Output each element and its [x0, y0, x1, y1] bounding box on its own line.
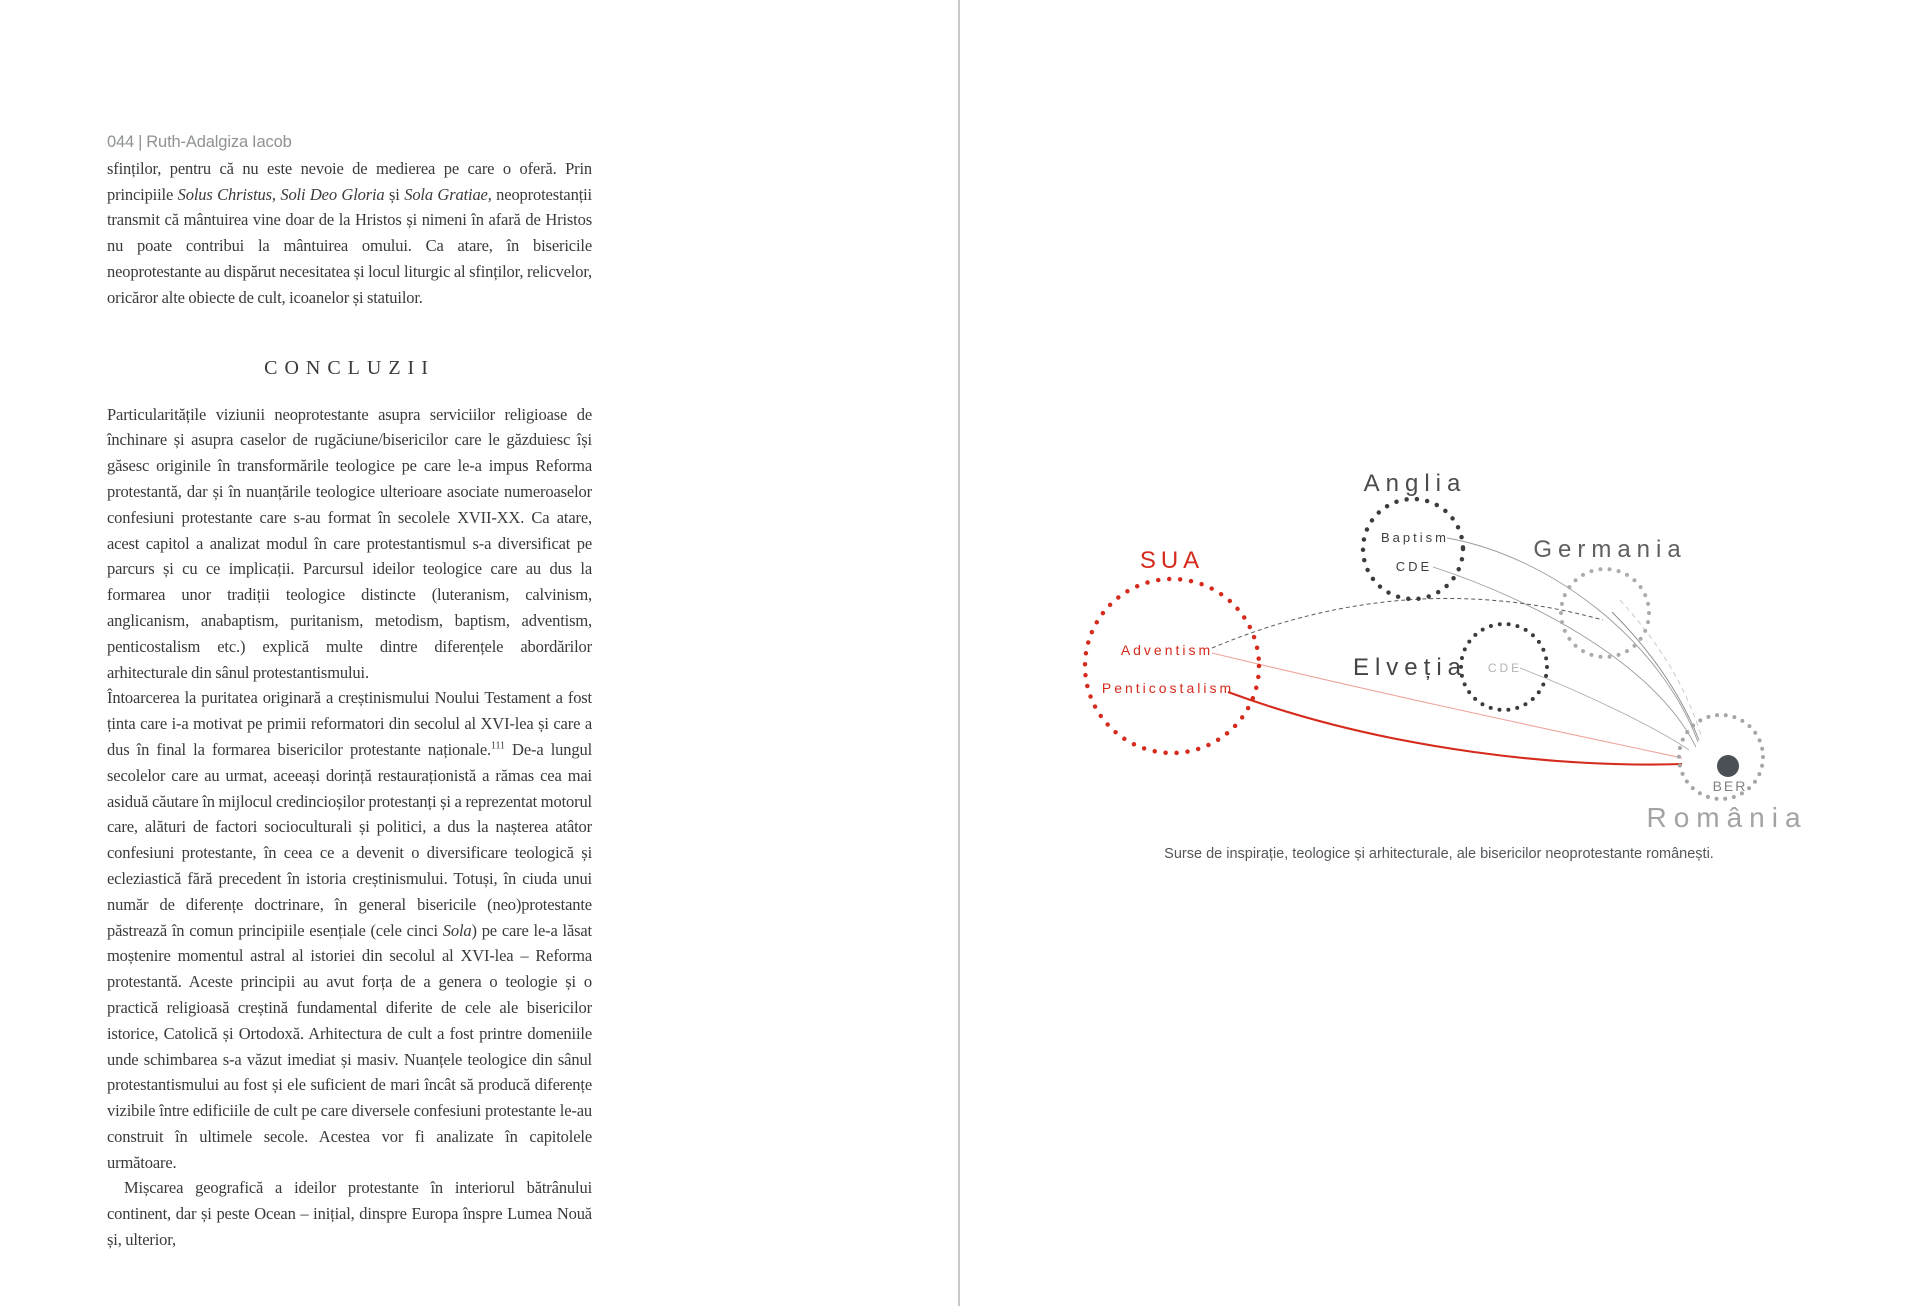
node-core-dot-romania — [1717, 755, 1739, 777]
node-label-elvetia: Elveția — [1352, 654, 1468, 681]
text-run: ) pe care le-a lăsat moștenire momentul astral al istoriei din secolul al XVI-lea – Reforma protestantă. Aceste principii au avut forța de a genera o teologie și o practică religioasă creștină fundamental diferite de cele ale bisericilor istorice, Catolică și Ortodoxă. Arhitectura de cult a fost printre domeniile unde schimbarea s-a văzut imediat și masiv. Nuanțele teologice din sânul protestantismului au fost și ele suficient de mari încât să producă diferențe vizibile între edificiile de cult pe care diversele confesiuni protestante le-au construit în ultimele secole. Acestea vor fi analizate în capitolele următoare. — [107, 920, 592, 1172]
node-inner-label-anglia-0: Baptism — [1381, 530, 1449, 545]
italic-term: Solus Christus — [177, 184, 272, 204]
node-label-germania: Germania — [1533, 536, 1687, 563]
edge-sua-adventism-to-germania — [1212, 598, 1603, 648]
edge-elvetia-cde-to-romania — [1520, 668, 1689, 750]
edge-sua-penticostalism-to-romania — [1228, 692, 1682, 765]
node-label-romania: România — [1646, 802, 1808, 833]
text-run: Mișcarea geografică a ideilor protestante în interiorul bătrânului continent, dar și peste Ocean – inițial, dinspre Europa înspre Lumea Nouă și, ulterior, — [107, 1178, 592, 1250]
node-inner-label-anglia-1: CDE — [1395, 559, 1433, 574]
text-run: neoprotestanții transmit că mântuirea vine doar de la Hristos și nimeni în afară de Hristos nu poate contribui la mântuirea omului. Ca atare, în bisericile neoprotestante au dispărut necesitatea și locul liturgic al sfinților, relicvelor, oricăror alte obiecte de cult, icoanelor și statuilor. — [107, 184, 592, 307]
paragraph — [107, 156, 592, 311]
running-header: 044 | Ruth-Adalgiza Iacob — [107, 133, 292, 151]
node-label-sua: SUA — [1139, 547, 1205, 574]
italic-term: Soli Deo Gloria — [280, 184, 385, 204]
paragraph — [107, 402, 592, 686]
section-heading: CONCLUZII — [264, 356, 435, 379]
paragraph — [107, 685, 592, 1175]
text-run: , — [271, 184, 281, 204]
node-inner-label-sua-1: Penticostalism — [1101, 680, 1235, 696]
text-run: Întoarcerea la puritatea originară a creștinismului Noului Testament a fost ținta care i-a motivat pe primii reformatori din secolul al XVI-lea și care a dus în final la formarea bisericilor protestante naționale. — [107, 688, 592, 759]
node-inner-label-sua-0: Adventism — [1120, 642, 1214, 658]
node-inner-label-romania-0: BER — [1712, 778, 1748, 794]
node-inner-label-elvetia-0: CDE — [1487, 661, 1523, 675]
node-ring-sua — [1085, 579, 1259, 753]
inspiration-diagram — [960, 0, 1918, 1306]
italic-term: Sola Gratiae, — [404, 184, 492, 204]
left-page — [0, 0, 958, 1306]
node-ring-anglia — [1363, 499, 1463, 599]
text-run: De-a lungul secolelor care au urmat, aceeași dorință restauraționistă a rămas cea mai asiduă căutare în mijlocul credincioșilor protestanți și a reprezentat motorul care, alături de factori socioculturali și politici, a dus la nașterea atâtor confesiuni protestante, în ceea ce a devenit o diversificare teologică și ecleziastică fără precedent în istoria creștinismului. Totuși, în ciuda unui număr de diferențe doctrinare, în general bisericile (neo)protestante păstrează în comun principiile esențiale (cele cinci — [107, 739, 592, 940]
text-run: și — [384, 184, 405, 204]
figure-caption: Surse de inspirație, teologice și arhitecturale, ale bisericilor neoprotestante românești. — [1164, 846, 1714, 862]
footnote-marker: 111 — [491, 740, 505, 752]
text-column — [107, 130, 592, 1253]
italic-term: Sola — [442, 920, 472, 940]
right-page — [960, 0, 1920, 1306]
node-label-anglia: Anglia — [1363, 470, 1467, 497]
paragraph — [107, 1175, 592, 1252]
edge-anglia-baptism-to-romania — [1447, 538, 1698, 742]
edge-germania-to-romania — [1612, 612, 1699, 740]
text-run: Particularitățile viziunii neoprotestante asupra serviciilor religioase de închinare și asupra caselor de rugăciune/bisericilor care le găzduiesc își găsesc originile în transformările teologice pe care le-a impus Reforma protestantă, dar și în nuanțările teologice ulterioare asociate numeroaselor confesiuni protestante care s-au format în secolele XVII-XX. Ca atare, acest capitol a analizat modul în care protestantismul s-a diversificat pe parcurs și cu ce implicații. Parcursul ideilor teologice care au dus la formarea unor tradiții teologice distincte (luteranism, calvinism, anglicanism, anabaptism, puritanism, metodism, baptism, adventism, penticostalism etc.) explică multe dintre diferențele abordărilor arhitecturale din sânul protestantismului. — [107, 404, 592, 682]
text-run: sfinților, pentru că nu este nevoie de medierea pe care o oferă. Prin principiile — [107, 158, 592, 204]
